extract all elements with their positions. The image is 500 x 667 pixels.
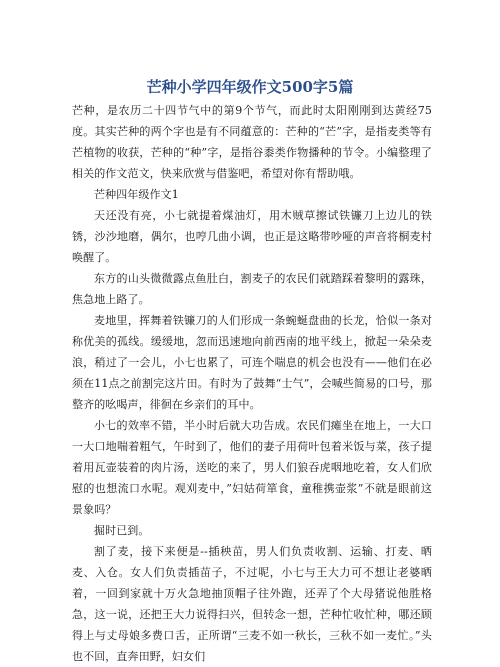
body-paragraph: 天还没有亮，小七就提着煤油灯，用木贼草擦试铁镰刀上边儿的铁锈，沙沙地磨，偶尔，也哼几曲小调，也正是这略带吵哑的声音将桐麦村唤醒了。 bbox=[72, 209, 432, 264]
intro-paragraph: 芒种，是农历二十四节气中的第9个节气，而此时太阳刚刚到达黄经75度。其实芒种的两个字也是有不同蕴意的：芒种的“芒”字，是指麦类等有芒植物的收获，芒种的“种”字，是指谷黍类作物播种的节令。小编整理了相关的作文范文，快来欣赏与借鉴吧，希望对你有帮助哦。 bbox=[72, 104, 432, 180]
document-title: 芒种小学四年级作文500字5篇 bbox=[146, 78, 354, 96]
body-paragraph: 割了麦，接下来便是--插秧苗，男人们负责收割、运输、打麦、晒麦、入仓。女人们负责插苗子，不过呢，小七与王大力可不想让老婆晒着，一回到家就十万火急地抽顶帽子往外跑，还弄了个大母猪说他胜格急，这一说，还把王大力说得扫兴，但转念一想，芒种忙收忙种，哪还顾得上与丈母娘多费口舌，正所谓“三麦不如一秋长，三秋不如一麦忙。”头也不回，直奔田野，妇女们 bbox=[72, 545, 432, 663]
section-heading: 芒种四年级作文1 bbox=[94, 188, 179, 201]
body-paragraph: 掘时已到。 bbox=[94, 524, 150, 537]
body-paragraph: 东方的山头微微露点鱼肚白，割麦子的农民们就踏踩着黎明的露珠，焦急地上路了。 bbox=[72, 272, 432, 306]
document-body bbox=[72, 100, 432, 667]
body-paragraph: 麦地里，挥舞着铁镰刀的人们形成一条蜿蜒盘曲的长龙，恰似一条对称优美的孤线。缓缓地，忽而迅速地向前西南的地平线上，掀起一朵朵麦浪，稍过了一会儿，小七也累了，可连个喘息的机会也没有——他们在必须在11点之前割完这片田。有时为了鼓舞“士气”，会喊些简易的口号，那整齐的吆喝声，徘徊在乡亲们的耳中。 bbox=[72, 314, 432, 411]
body-paragraph: 小七的效率不错，半小时后就大功告成。农民们瘫坐在地上，一大口一大口地喘着粗气，午时到了，他们的妻子用荷叶包着米饭与菜，孩子提着用瓦壶装着的肉片汤，送吃的来了，男人们狼吞虎咽地吃着，女人们欣慰的也想流口水呢。观刈麦中，”妇姑荷箪食，童稚携壶浆”不就是眼前这景象吗？ bbox=[72, 419, 432, 516]
